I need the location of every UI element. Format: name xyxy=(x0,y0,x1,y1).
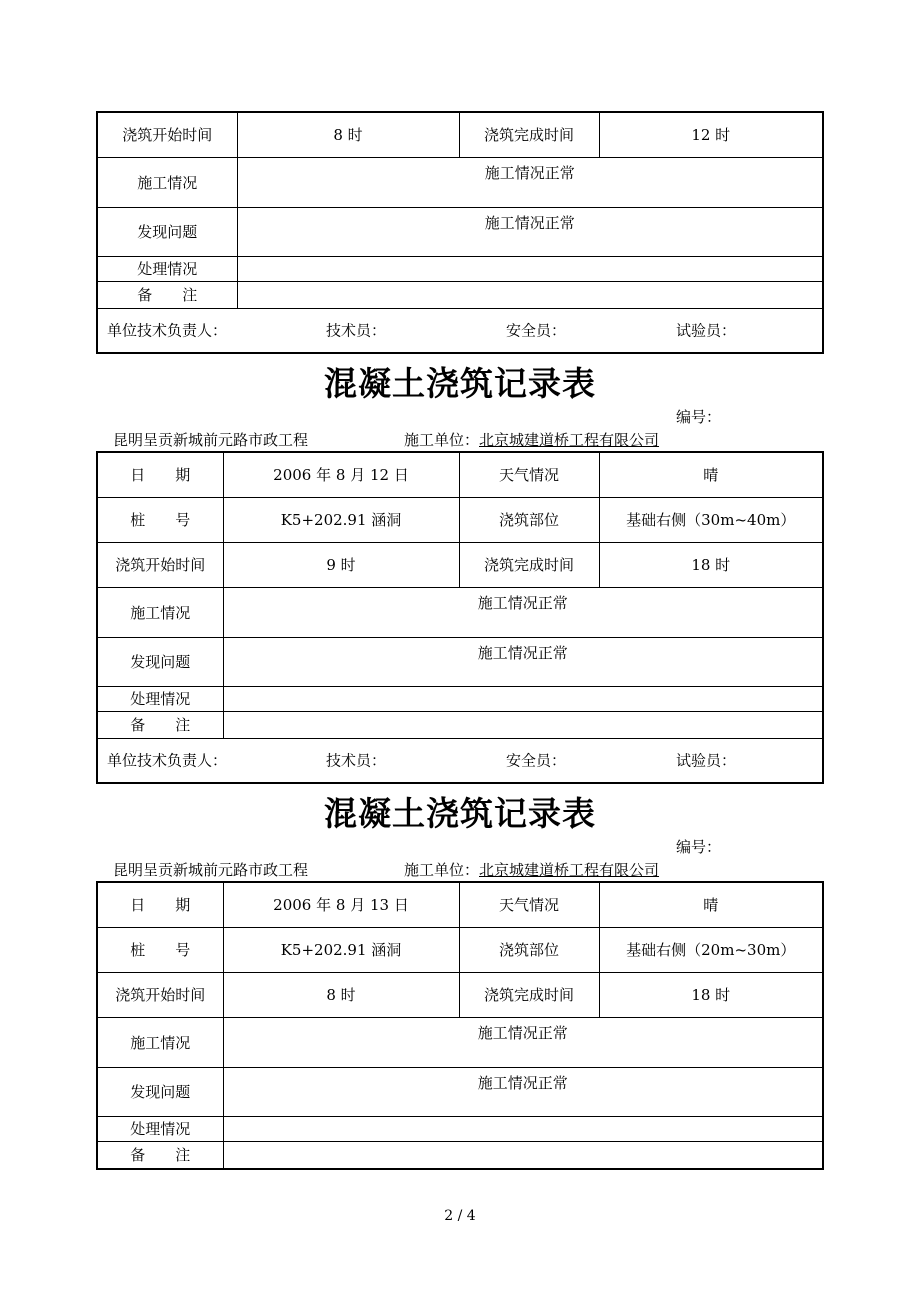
remarks-label: 备 注 xyxy=(97,281,237,308)
weather-value: 晴 xyxy=(599,882,823,927)
end-time-value: 12 时 xyxy=(599,112,823,157)
remarks-value xyxy=(223,1141,823,1169)
end-time-label: 浇筑完成时间 xyxy=(459,542,599,587)
remarks-value xyxy=(223,711,823,738)
end-time-label: 浇筑完成时间 xyxy=(459,972,599,1017)
handling-label: 处理情况 xyxy=(97,256,237,281)
problems-label: 发现问题 xyxy=(97,1067,223,1116)
handling-value xyxy=(223,686,823,711)
signature-row xyxy=(97,308,823,353)
remarks-value xyxy=(237,281,823,308)
row-problems xyxy=(97,637,823,686)
record-table-0 xyxy=(96,111,824,354)
weather-label: 天气情况 xyxy=(459,452,599,497)
unit-value-2: 北京城建道桥工程有限公司 xyxy=(479,861,660,879)
sign-tech: 技术员： xyxy=(326,321,387,340)
part-label: 浇筑部位 xyxy=(459,497,599,542)
project-name-1: 昆明呈贡新城前元路市政工程 xyxy=(113,431,309,449)
row-problems xyxy=(97,207,823,256)
row-date xyxy=(97,452,823,497)
signature-row xyxy=(97,738,823,783)
row-signatures xyxy=(97,738,823,783)
end-time-value: 18 时 xyxy=(599,542,823,587)
construction-value: 施工情况正常 xyxy=(223,1017,823,1067)
row-construction xyxy=(97,157,823,207)
record-table-1 xyxy=(96,451,824,784)
problems-value: 施工情况正常 xyxy=(223,637,823,686)
handling-label: 处理情况 xyxy=(97,1116,223,1141)
construction-label: 施工情况 xyxy=(97,1017,223,1067)
problems-value: 施工情况正常 xyxy=(237,207,823,256)
start-time-value: 8 时 xyxy=(223,972,459,1017)
construction-value: 施工情况正常 xyxy=(237,157,823,207)
number-label-1: 编号： xyxy=(676,408,722,426)
sign-manager: 单位技术负责人： xyxy=(107,751,228,770)
row-construction xyxy=(97,1017,823,1067)
date-value: 2006 年 8 月 13 日 xyxy=(223,882,459,927)
row-remarks xyxy=(97,1141,823,1169)
row-signatures xyxy=(97,308,823,353)
sign-test: 试验员： xyxy=(676,751,737,770)
row-handling xyxy=(97,256,823,281)
row-station xyxy=(97,497,823,542)
end-time-label: 浇筑完成时间 xyxy=(459,112,599,157)
station-label: 桩 号 xyxy=(97,927,223,972)
unit-value-1: 北京城建道桥工程有限公司 xyxy=(479,431,660,449)
end-time-value: 18 时 xyxy=(599,972,823,1017)
start-time-label: 浇筑开始时间 xyxy=(97,972,223,1017)
construction-label: 施工情况 xyxy=(97,157,237,207)
row-station xyxy=(97,927,823,972)
part-value: 基础右侧（30m~40m） xyxy=(599,497,823,542)
construction-unit-2 xyxy=(404,859,659,880)
station-label: 桩 号 xyxy=(97,497,223,542)
part-label: 浇筑部位 xyxy=(459,927,599,972)
handling-label: 处理情况 xyxy=(97,686,223,711)
sign-tech: 技术员： xyxy=(326,751,387,770)
date-label: 日 期 xyxy=(97,452,223,497)
station-value: K5+202.91 涵洞 xyxy=(223,927,459,972)
sign-manager: 单位技术负责人： xyxy=(107,321,228,340)
problems-label: 发现问题 xyxy=(97,207,237,256)
handling-value xyxy=(223,1116,823,1141)
construction-value: 施工情况正常 xyxy=(223,587,823,637)
record-title-1: 混凝土浇筑记录表 xyxy=(324,364,596,403)
row-problems xyxy=(97,1067,823,1116)
problems-value: 施工情况正常 xyxy=(223,1067,823,1116)
start-time-value: 9 时 xyxy=(223,542,459,587)
row-times xyxy=(97,112,823,157)
row-date xyxy=(97,882,823,927)
construction-label: 施工情况 xyxy=(97,587,223,637)
record-title-2: 混凝土浇筑记录表 xyxy=(324,794,596,833)
remarks-label: 备 注 xyxy=(97,1141,223,1169)
start-time-label: 浇筑开始时间 xyxy=(97,542,223,587)
handling-value xyxy=(237,256,823,281)
number-label-2: 编号： xyxy=(676,838,722,856)
problems-label: 发现问题 xyxy=(97,637,223,686)
weather-label: 天气情况 xyxy=(459,882,599,927)
start-time-label: 浇筑开始时间 xyxy=(97,112,237,157)
sign-test: 试验员： xyxy=(676,321,737,340)
unit-label-1: 施工单位： xyxy=(404,431,480,449)
row-times xyxy=(97,542,823,587)
row-construction xyxy=(97,587,823,637)
row-remarks xyxy=(97,711,823,738)
project-name-2: 昆明呈贡新城前元路市政工程 xyxy=(113,861,309,879)
date-value: 2006 年 8 月 12 日 xyxy=(223,452,459,497)
row-remarks xyxy=(97,281,823,308)
sign-safety: 安全员： xyxy=(506,751,567,770)
construction-unit-1 xyxy=(404,429,659,450)
date-label: 日 期 xyxy=(97,882,223,927)
unit-label-2: 施工单位： xyxy=(404,861,480,879)
page-number: 2 / 4 xyxy=(444,1208,476,1224)
weather-value: 晴 xyxy=(599,452,823,497)
record-table-2 xyxy=(96,881,824,1170)
row-handling xyxy=(97,686,823,711)
row-handling xyxy=(97,1116,823,1141)
row-times xyxy=(97,972,823,1017)
remarks-label: 备 注 xyxy=(97,711,223,738)
sign-safety: 安全员： xyxy=(506,321,567,340)
part-value: 基础右侧（20m~30m） xyxy=(599,927,823,972)
start-time-value: 8 时 xyxy=(237,112,459,157)
station-value: K5+202.91 涵洞 xyxy=(223,497,459,542)
